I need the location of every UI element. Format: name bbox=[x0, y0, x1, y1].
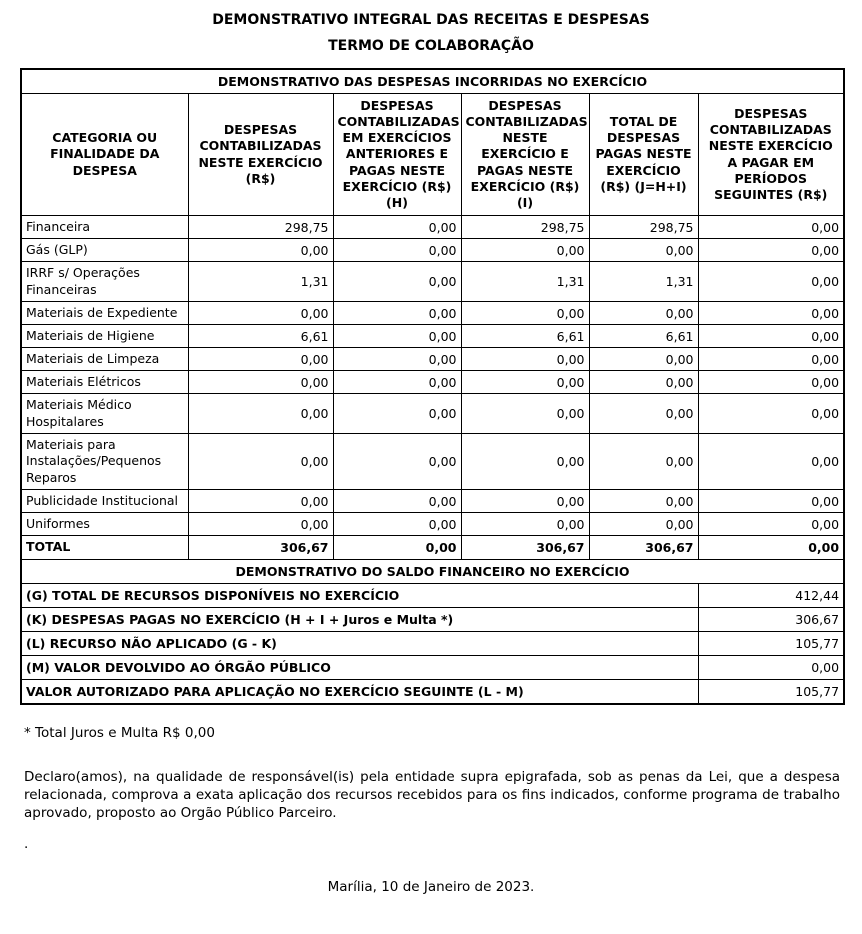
column-header-anteriores-h: DESPESAS CONTABILIZADAS EM EXERCÍCIOS ANTERIORES E PAGAS NESTE EXERCÍCIO (R$) (H) bbox=[333, 94, 461, 216]
value-cell: 0,00 bbox=[698, 348, 844, 371]
value-cell: 298,75 bbox=[589, 216, 698, 239]
category-cell: Materiais para Instalações/Pequenos Reparos bbox=[21, 434, 188, 490]
value-cell: 0,00 bbox=[589, 394, 698, 434]
table-row bbox=[21, 216, 844, 239]
saldo-row bbox=[21, 584, 844, 608]
value-cell: 0,00 bbox=[333, 348, 461, 371]
value-cell: 0,00 bbox=[589, 434, 698, 490]
juros-multa-note: * Total Juros e Multa R$ 0,00 bbox=[24, 725, 215, 741]
category-cell: Materiais de Expediente bbox=[21, 302, 188, 325]
value-cell: 0,00 bbox=[188, 434, 333, 490]
value-cell: 0,00 bbox=[461, 239, 589, 262]
total-value-cell: 306,67 bbox=[461, 536, 589, 560]
saldo-label: VALOR AUTORIZADO PARA APLICAÇÃO NO EXERCÍCIO SEGUINTE (L - M) bbox=[21, 680, 698, 705]
value-cell: 0,00 bbox=[333, 302, 461, 325]
category-cell: IRRF s/ Operações Financeiras bbox=[21, 262, 188, 302]
total-value-cell: 0,00 bbox=[333, 536, 461, 560]
category-cell: Uniformes bbox=[21, 513, 188, 536]
category-cell: Publicidade Institucional bbox=[21, 490, 188, 513]
value-cell: 0,00 bbox=[333, 513, 461, 536]
value-cell: 0,00 bbox=[333, 490, 461, 513]
value-cell: 1,31 bbox=[589, 262, 698, 302]
value-cell: 0,00 bbox=[698, 325, 844, 348]
category-cell: Financeira bbox=[21, 216, 188, 239]
expenses-table bbox=[20, 68, 845, 705]
table-row bbox=[21, 490, 844, 513]
value-cell: 0,00 bbox=[589, 490, 698, 513]
value-cell: 0,00 bbox=[333, 371, 461, 394]
value-cell: 0,00 bbox=[461, 434, 589, 490]
saldo-row bbox=[21, 608, 844, 632]
category-cell: Materiais Médico Hospitalares bbox=[21, 394, 188, 434]
value-cell: 0,00 bbox=[698, 302, 844, 325]
value-cell: 0,00 bbox=[333, 325, 461, 348]
value-cell: 6,61 bbox=[589, 325, 698, 348]
saldo-value: 306,67 bbox=[698, 608, 844, 632]
column-header-contabilizadas: DESPESAS CONTABILIZADAS NESTE EXERCÍCIO (R$) bbox=[188, 94, 333, 216]
value-cell: 0,00 bbox=[698, 434, 844, 490]
value-cell: 298,75 bbox=[461, 216, 589, 239]
total-value-cell: 306,67 bbox=[188, 536, 333, 560]
value-cell: 0,00 bbox=[188, 513, 333, 536]
value-cell: 0,00 bbox=[461, 348, 589, 371]
saldo-section-title: DEMONSTRATIVO DO SALDO FINANCEIRO NO EXERCÍCIO bbox=[21, 560, 844, 584]
table-row bbox=[21, 262, 844, 302]
value-cell: 0,00 bbox=[698, 216, 844, 239]
document-subtitle: TERMO DE COLABORAÇÃO bbox=[328, 38, 534, 54]
value-cell: 0,00 bbox=[333, 262, 461, 302]
value-cell: 0,00 bbox=[333, 434, 461, 490]
separator-dot: . bbox=[24, 836, 29, 852]
category-cell: Materiais de Higiene bbox=[21, 325, 188, 348]
total-value-cell: 0,00 bbox=[698, 536, 844, 560]
table-row bbox=[21, 302, 844, 325]
despesas-section-title: DEMONSTRATIVO DAS DESPESAS INCORRIDAS NO EXERCÍCIO bbox=[21, 69, 844, 94]
value-cell: 0,00 bbox=[589, 239, 698, 262]
value-cell: 0,00 bbox=[589, 371, 698, 394]
category-cell: Materiais de Limpeza bbox=[21, 348, 188, 371]
saldo-label: (L) RECURSO NÃO APLICADO (G - K) bbox=[21, 632, 698, 656]
saldo-row bbox=[21, 632, 844, 656]
value-cell: 0,00 bbox=[188, 348, 333, 371]
table-row bbox=[21, 513, 844, 536]
value-cell: 0,00 bbox=[461, 302, 589, 325]
saldo-value: 105,77 bbox=[698, 632, 844, 656]
value-cell: 6,61 bbox=[188, 325, 333, 348]
value-cell: 0,00 bbox=[461, 394, 589, 434]
category-cell: Materiais Elétricos bbox=[21, 371, 188, 394]
value-cell: 0,00 bbox=[589, 302, 698, 325]
value-cell: 0,00 bbox=[589, 348, 698, 371]
value-cell: 0,00 bbox=[589, 513, 698, 536]
total-label: TOTAL bbox=[21, 536, 188, 560]
value-cell: 0,00 bbox=[461, 513, 589, 536]
value-cell: 0,00 bbox=[188, 239, 333, 262]
value-cell: 0,00 bbox=[188, 371, 333, 394]
value-cell: 0,00 bbox=[188, 302, 333, 325]
column-header-neste-i: DESPESAS CONTABILIZADAS NESTE EXERCÍCIO E PAGAS NESTE EXERCÍCIO (R$) (I) bbox=[461, 94, 589, 216]
value-cell: 0,00 bbox=[333, 394, 461, 434]
column-header-a-pagar: DESPESAS CONTABILIZADAS NESTE EXERCÍCIO A PAGAR EM PERÍODOS SEGUINTES (R$) bbox=[698, 94, 844, 216]
table-row bbox=[21, 371, 844, 394]
value-cell: 0,00 bbox=[698, 490, 844, 513]
table-row bbox=[21, 434, 844, 490]
saldo-row bbox=[21, 680, 844, 705]
column-header-total-j: TOTAL DE DESPESAS PAGAS NESTE EXERCÍCIO (R$) (J=H+I) bbox=[589, 94, 698, 216]
value-cell: 1,31 bbox=[188, 262, 333, 302]
value-cell: 1,31 bbox=[461, 262, 589, 302]
value-cell: 0,00 bbox=[188, 394, 333, 434]
value-cell: 0,00 bbox=[698, 513, 844, 536]
saldo-label: (G) TOTAL DE RECURSOS DISPONÍVEIS NO EXERCÍCIO bbox=[21, 584, 698, 608]
table-row bbox=[21, 394, 844, 434]
saldo-label: (K) DESPESAS PAGAS NO EXERCÍCIO (H + I + Juros e Multa *) bbox=[21, 608, 698, 632]
saldo-row bbox=[21, 656, 844, 680]
saldo-value: 412,44 bbox=[698, 584, 844, 608]
value-cell: 298,75 bbox=[188, 216, 333, 239]
total-row bbox=[21, 536, 844, 560]
total-value-cell: 306,67 bbox=[589, 536, 698, 560]
value-cell: 0,00 bbox=[188, 490, 333, 513]
value-cell: 0,00 bbox=[333, 239, 461, 262]
value-cell: 0,00 bbox=[461, 371, 589, 394]
category-cell: Gás (GLP) bbox=[21, 239, 188, 262]
saldo-value: 105,77 bbox=[698, 680, 844, 705]
declaration-paragraph: Declaro(amos), na qualidade de responsável(is) pela entidade supra epigrafada, sob as penas da Lei, que a despesa relacionada, comprova a exata aplicação dos recursos recebidos para os fins indicados, conforme programa de trabalho aprovado, proposto ao Orgão Público Parceiro. bbox=[24, 769, 840, 821]
saldo-value: 0,00 bbox=[698, 656, 844, 680]
value-cell: 0,00 bbox=[698, 239, 844, 262]
value-cell: 0,00 bbox=[698, 394, 844, 434]
value-cell: 0,00 bbox=[698, 262, 844, 302]
saldo-label: (M) VALOR DEVOLVIDO AO ÓRGÃO PÚBLICO bbox=[21, 656, 698, 680]
date-line: Marília, 10 de Janeiro de 2023. bbox=[327, 879, 535, 895]
value-cell: 0,00 bbox=[698, 371, 844, 394]
document-title: DEMONSTRATIVO INTEGRAL DAS RECEITAS E DESPESAS bbox=[212, 12, 650, 28]
column-header-category: CATEGORIA OU FINALIDADE DA DESPESA bbox=[21, 94, 188, 216]
value-cell: 0,00 bbox=[461, 490, 589, 513]
value-cell: 6,61 bbox=[461, 325, 589, 348]
value-cell: 0,00 bbox=[333, 216, 461, 239]
table-row bbox=[21, 325, 844, 348]
table-row bbox=[21, 239, 844, 262]
table-row bbox=[21, 348, 844, 371]
